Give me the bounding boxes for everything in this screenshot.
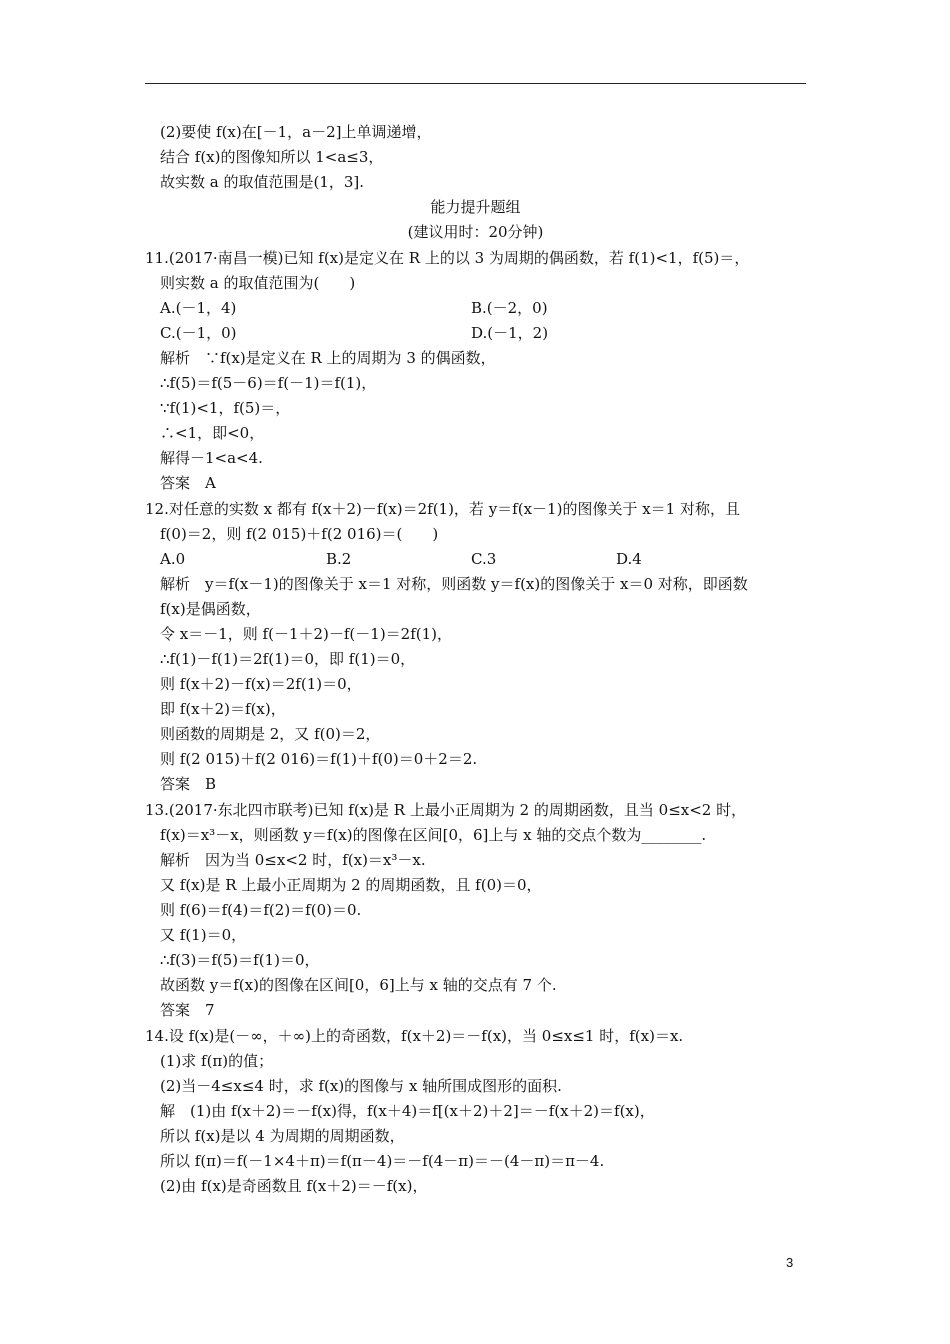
text-line: ∴f(5)＝f(5－6)＝f(－1)＝f(1)，: [160, 374, 377, 392]
answer-12: 答案 B: [160, 775, 217, 793]
option-b: B.2: [326, 550, 352, 568]
text-line: 解析 因为当 0≤x<2 时，f(x)＝x³－x.: [160, 851, 426, 869]
option-d: D.(－1，2): [471, 324, 549, 342]
question-13: 13.(2017·东北四市联考)已知 f(x)是 R 上最小正周期为 2 的周期函数，且当 0≤x<2 时，: [145, 801, 747, 819]
option-d: D.4: [616, 550, 642, 568]
section-time: (建议用时：20分钟): [407, 223, 544, 241]
text-line: 令 x＝－1，则 f(－1＋2)－f(－1)＝2f(1)，: [160, 625, 453, 643]
text-line: 结合 f(x)的图像知所以 1<a≤3，: [160, 148, 384, 166]
text-line: 又 f(1)＝0，: [160, 926, 247, 944]
text-line: 即 f(x＋2)＝f(x)，: [160, 700, 286, 718]
text-line: 解 (1)由 f(x＋2)＝－f(x)得，f(x＋4)＝f[(x＋2)＋2]＝－f(x＋2)＝f(x)，: [160, 1102, 655, 1120]
question-11: 11.(2017·南昌一模)已知 f(x)是定义在 R 上的以 3 为周期的偶函数，若 f(1)<1，f(5)＝，: [145, 249, 750, 267]
option-c: C.(－1，0): [160, 324, 237, 342]
text-line: (2)要使 f(x)在[－1，a－2]上单调递增，: [160, 123, 432, 141]
text-line: 故实数 a 的取值范围是(1，3].: [160, 173, 365, 191]
text-line: (2)当－4≤x≤4 时，求 f(x)的图像与 x 轴所围成图形的面积.: [160, 1077, 562, 1095]
option-c: C.3: [471, 550, 497, 568]
question-14: 14.设 f(x)是(－∞，＋∞)上的奇函数，f(x＋2)＝－f(x)，当 0≤x≤1 时，f(x)＝x.: [145, 1027, 684, 1045]
option-b: B.(－2，0): [471, 299, 548, 317]
text-line: 则 f(x＋2)－f(x)＝2f(1)＝0，: [160, 675, 362, 693]
text-line: f(x)＝x³－x，则函数 y＝f(x)的图像在区间[0，6]上与 x 轴的交点个数为________.: [160, 826, 707, 844]
text-line: 故函数 y＝f(x)的图像在区间[0，6]上与 x 轴的交点有 7 个.: [160, 976, 557, 994]
answer-11: 答案 A: [160, 474, 216, 492]
text-line: ∵f(1)<1，f(5)＝，: [160, 399, 291, 417]
page-number: 3: [786, 1255, 794, 1270]
text-line: 解得－1<a<4.: [160, 449, 263, 467]
text-line: (2)由 f(x)是奇函数且 f(x＋2)＝－f(x)，: [160, 1177, 428, 1195]
text-line: f(x)是偶函数，: [160, 600, 261, 618]
text-line: 所以 f(x)是以 4 为周期的周期函数，: [160, 1127, 405, 1145]
text-line: (1)求 f(π)的值；: [160, 1052, 274, 1070]
text-line: 解析 y＝f(x－1)的图像关于 x＝1 对称，则函数 y＝f(x)的图像关于 x＝0 对称，即函数: [160, 575, 748, 593]
text-line: ∴<1，即<0，: [160, 424, 265, 442]
text-line: 又 f(x)是 R 上最小正周期为 2 的周期函数，且 f(0)＝0，: [160, 876, 542, 894]
text-line: 则函数的周期是 2，又 f(0)＝2，: [160, 725, 381, 743]
answer-13: 答案 7: [160, 1001, 215, 1019]
text-line: 则 f(2 015)＋f(2 016)＝f(1)＋f(0)＝0＋2＝2.: [160, 750, 478, 768]
text-line: 则实数 a 的取值范围为( ): [160, 274, 356, 292]
text-line: 所以 f(π)＝f(－1×4＋π)＝f(π－4)＝－f(4－π)＝－(4－π)＝π－4.: [160, 1152, 605, 1170]
text-line: 解析 ∵f(x)是定义在 R 上的周期为 3 的偶函数，: [160, 349, 496, 367]
section-title: 能力提升题组: [430, 198, 521, 216]
question-12: 12.对任意的实数 x 都有 f(x＋2)－f(x)＝2f(1)，若 y＝f(x－1)的图像关于 x＝1 对称，且: [145, 500, 740, 518]
header-rule: [145, 83, 806, 84]
text-line: 则 f(6)＝f(4)＝f(2)＝f(0)＝0.: [160, 901, 362, 919]
text-line: ∴f(1)－f(1)＝2f(1)＝0，即 f(1)＝0，: [160, 650, 416, 668]
option-a: A.(－1，4): [160, 299, 237, 317]
text-line: f(0)＝2，则 f(2 015)＋f(2 016)＝( ): [160, 525, 439, 543]
option-a: A.0: [160, 550, 186, 568]
text-line: ∴f(3)＝f(5)＝f(1)＝0，: [160, 951, 320, 969]
